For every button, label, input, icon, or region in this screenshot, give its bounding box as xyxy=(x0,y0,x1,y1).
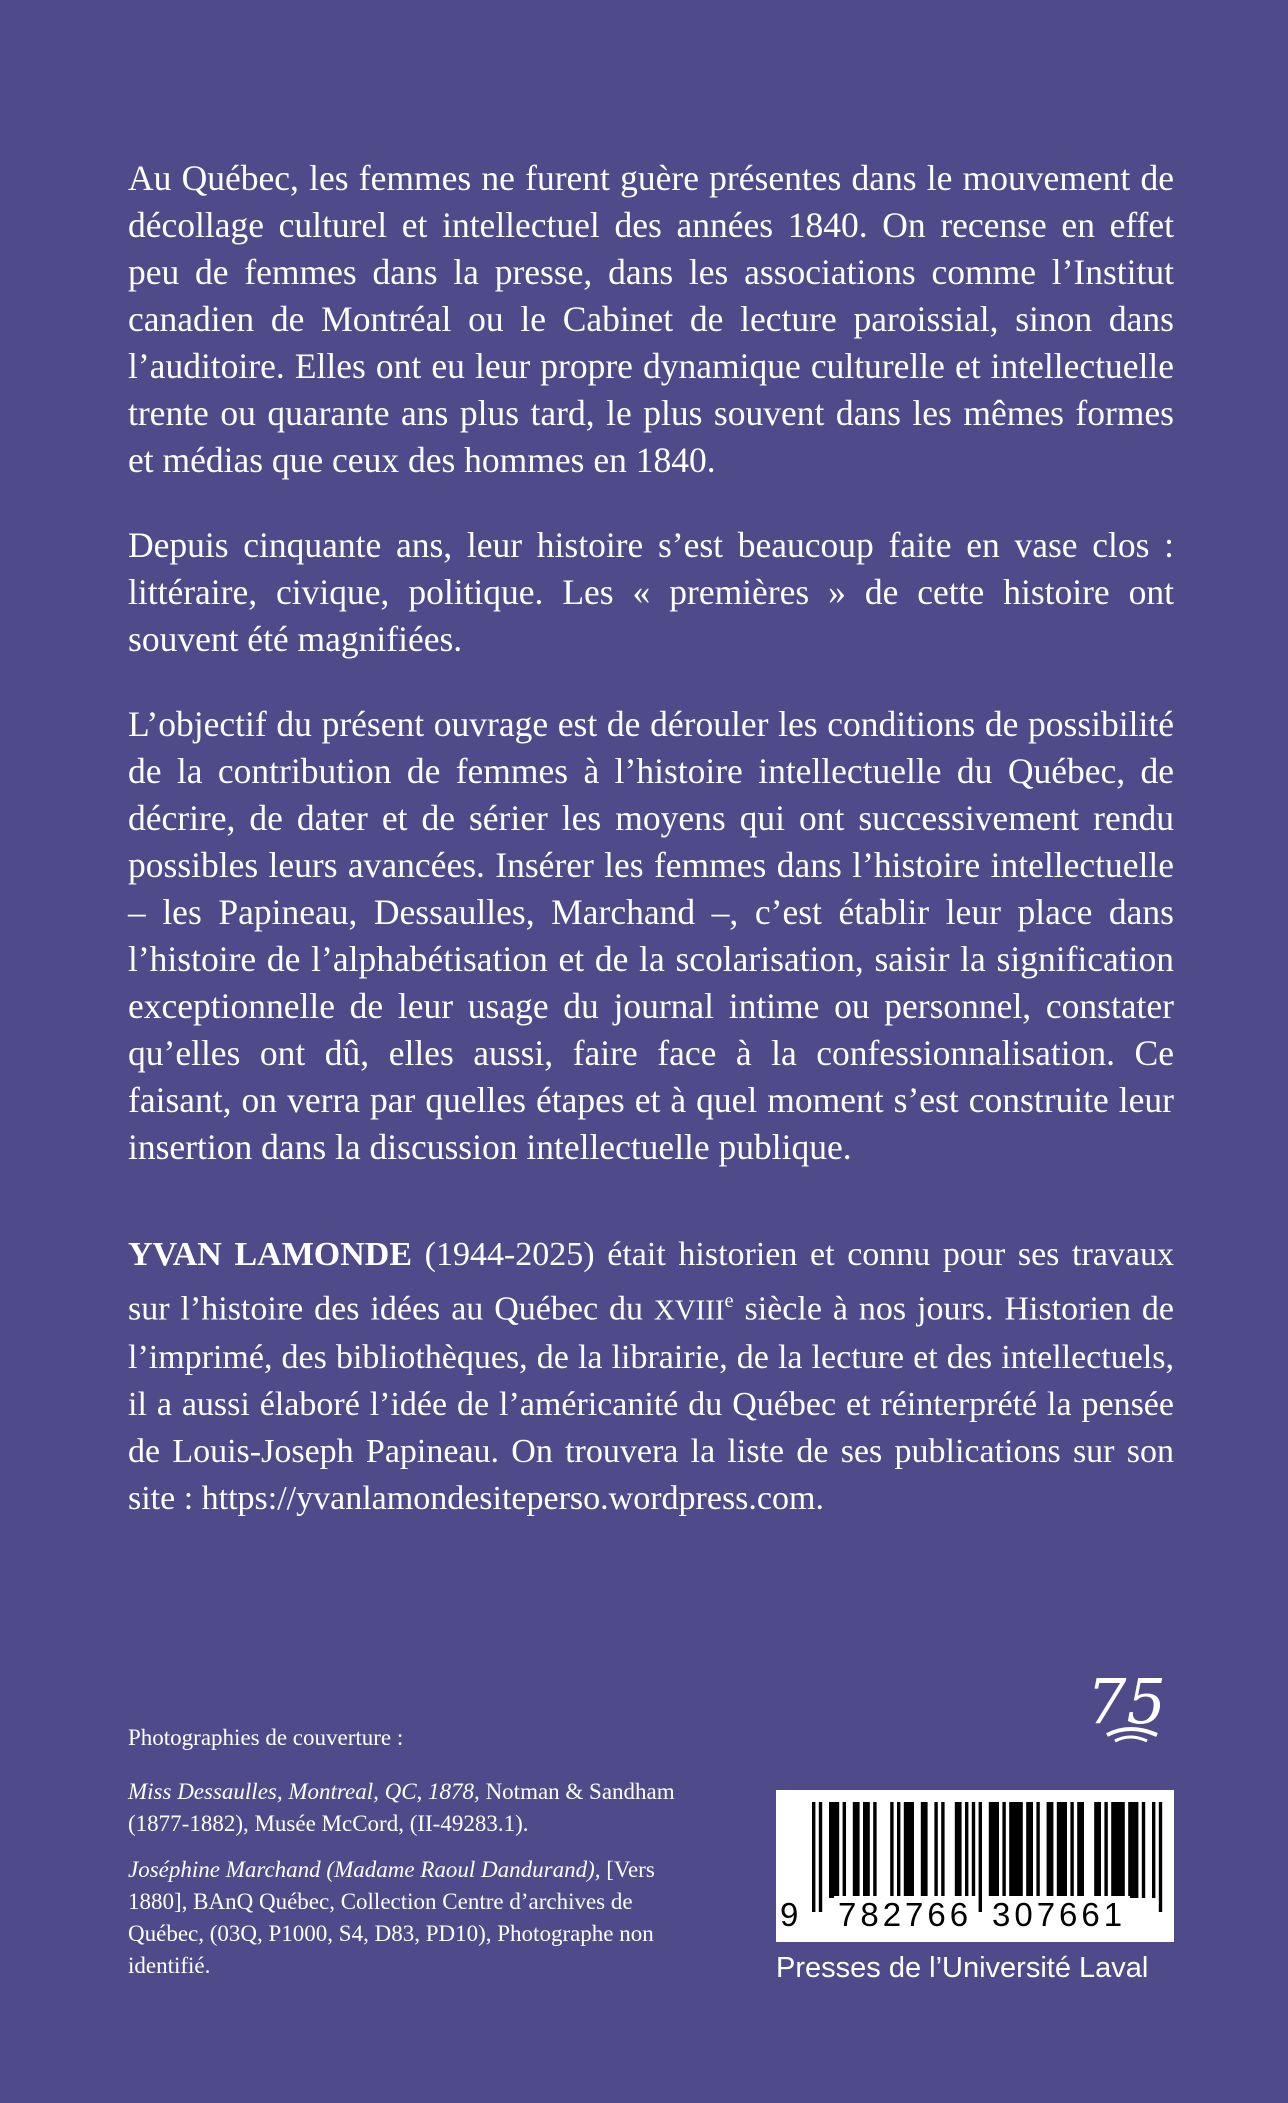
isbn-barcode xyxy=(776,1790,1174,1942)
credit-item-1 xyxy=(128,1776,708,1840)
summary-paragraph-2: Depuis cinquante ans, leur histoire s’est beaucoup faite en vase clos : littéraire, civique, politique. Les « premières » de cette histoire ont souvent été magnifiées. xyxy=(128,525,1174,659)
bio-text-before: (1944-2025) était historien et connu pour ses travaux sur l’histoire des idées au Québec du xyxy=(128,1236,1174,1328)
bio-century: XVIII xyxy=(653,1294,725,1327)
photo-credits xyxy=(128,1722,708,1996)
bio-text-after: siècle à nos jours. Historien de l’imprimé, des bibliothèques, de la librairie, de la lecture et des intellectuels, il a aussi élaboré l’idée de l’américanité du Québec et réinterprété la pensée de Louis-Joseph Papineau. On trouvera la liste de ses publications sur son site : https://yvanlamondesiteperso.wordpress.com. xyxy=(128,1290,1174,1518)
publisher-name: Presses de l’Université Laval xyxy=(776,1952,1149,1984)
bio-century-sup: e xyxy=(724,1290,734,1312)
barcode-group-2: 307661 xyxy=(988,1896,1130,1934)
credits-heading: Photographies de couverture : xyxy=(128,1725,404,1750)
credit-item-2-rest: [Vers 1880], BAnQ Québec, Collection Centre d’archives de Québec, (03Q, P1000, S4, D83, PD10), Photographe non identifié. xyxy=(128,1857,655,1978)
author-name: YVAN LAMONDE xyxy=(128,1236,413,1273)
credit-item-1-rest: Notman & Sandham (1877-1882), Musée McCord, (II-49283.1). xyxy=(128,1779,675,1836)
author-biography xyxy=(128,1231,1174,1522)
anniversary-75-logo-icon xyxy=(1085,1665,1175,1745)
barcode-lead-digit: 9 xyxy=(780,1896,803,1933)
summary-paragraph-1: Au Québec, les femmes ne furent guère présentes dans le mouvement de décollage culturel et intellectuel des années 1840. On recense en effet peu de femmes dans la presse, dans les associations comme l’Institut canadien de Montréal ou le Cabinet de lecture paroissial, sinon dans l’auditoire. Elles ont eu leur propre dynamique culturelle et intellectuelle trente ou quarante ans plus tard, le plus souvent dans les mêmes formes et médias que ceux des hommes en 1840. xyxy=(128,158,1174,480)
back-cover-text xyxy=(128,155,1174,1556)
logo-text: 75 xyxy=(1087,1665,1166,1738)
credit-item-1-title: Miss Dessaulles, Montreal, QC, 1878, xyxy=(128,1779,480,1804)
summary-paragraph-3: L’objectif du présent ouvrage est de dérouler les conditions de possibilité de la contribution de femmes à l’histoire intellectuelle du Québec, de décrire, de dater et de sérier les moyens qui ont successivement rendu possibles leurs avancées. Insérer les femmes dans l’histoire intellectuelle – les Papineau, Dessaulles, Marchand –, c’est établir leur place dans l’histoire de l’alphabétisation et de la scolarisation, saisir la signification exceptionnelle de leur usage du journal intime ou personnel, constater qu’elles ont dû, elles aussi, faire face à la confessionnalisation. Ce faisant, on verra par quelles étapes et à quel moment s’est construite leur insertion dans la discussion intellectuelle publique. xyxy=(128,704,1174,1167)
barcode-group-1: 782766 xyxy=(834,1896,976,1934)
credit-item-2 xyxy=(128,1854,708,1982)
credit-item-2-title: Joséphine Marchand (Madame Raoul Dandurand), xyxy=(128,1857,601,1882)
